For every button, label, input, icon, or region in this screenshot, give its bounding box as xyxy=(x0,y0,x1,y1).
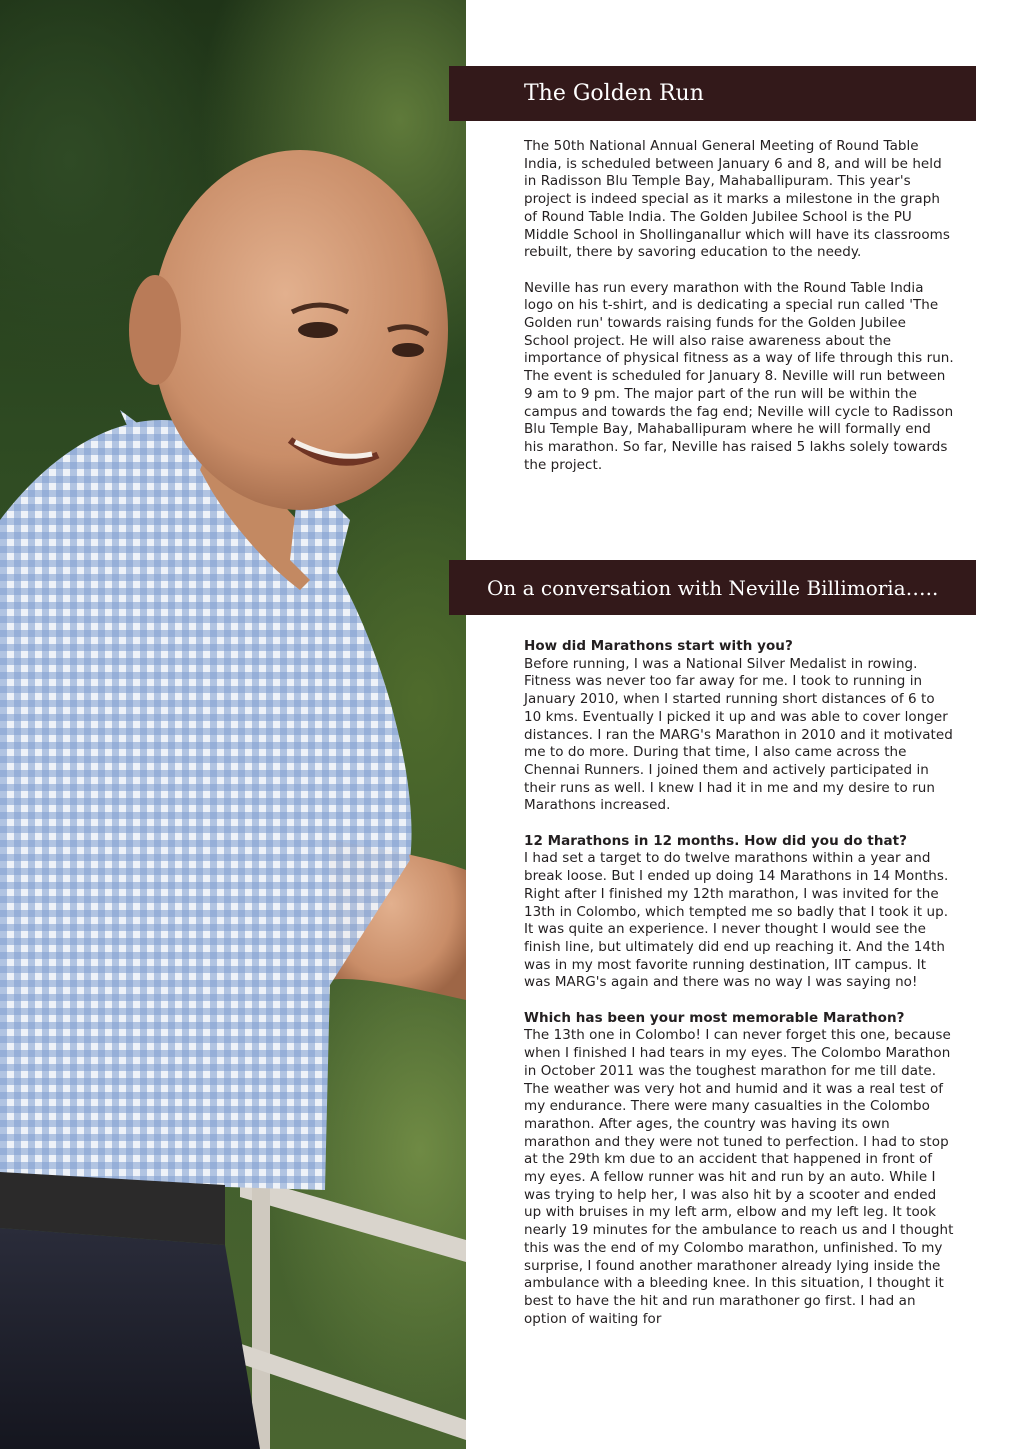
paragraph: The 50th National Annual General Meeting of Round Table India, is scheduled between January 6 and 8, and will be held in Radisson Blu Temple Bay, Mahaballipuram. This year's project is indeed special as it marks a milestone in the graph of Round Table India. The Golden Jubilee School is the PU Middle School in Shollinganallur which will have its classrooms rebuilt, there by savoring education to the needy. xyxy=(524,138,950,261)
question: Which has been your most memorable Marathon? xyxy=(524,1009,905,1026)
qa-item xyxy=(524,1010,954,1329)
qa-item xyxy=(524,638,954,815)
answer: Before running, I was a National Silver Medalist in rowing. Fitness was never too far away for me. I took to running in January 2010, when I started running short distances of 6 to 10 kms. Eventually I picked it up and was able to cover longer distances. I ran the MARG's Marathon in 2010 and it motivated me to do more. During that time, I also came across the Chennai Runners. I joined them and actively participated in their runs as well. I knew I had it in me and my desire to run Marathons increased. xyxy=(524,655,953,814)
section-header-golden-run xyxy=(449,66,976,121)
answer: I had set a target to do twelve marathons within a year and break loose. But I ended up doing 14 Marathons in 14 Months. Right after I finished my 12th marathon, I was invited for the 13th in Colombo, which tempted me so badly that I took it up. It was quite an experience. I never thought I would see the finish line, but ultimately did end up reaching it. And the 14th was in my most favorite running destination, IIT campus. It was MARG's again and there was no way I was saying no! xyxy=(524,850,949,991)
section-title: On a conversation with Neville Billimoria….. xyxy=(487,575,939,600)
qa-item xyxy=(524,833,954,992)
paragraph: Neville has run every marathon with the Round Table India logo on his t-shirt, and is dedicating a special run called 'The Golden run' towards raising funds for the Golden Jubilee School project. He will also raise awareness about the importance of physical fitness as a way of life through this run. The event is scheduled for January 8. Neville will run between 9 am to 9 pm. The major part of the run will be within the campus and towards the fag end; Neville will cycle to Radisson Blu Temple Bay, Mahaballipuram where he will formally end his marathon. So far, Neville has raised 5 lakhs solely towards the project. xyxy=(524,279,954,473)
question: 12 Marathons in 12 months. How did you do that? xyxy=(524,832,908,849)
portrait-photo xyxy=(0,0,466,1449)
question: How did Marathons start with you? xyxy=(524,638,793,654)
section-header-conversation xyxy=(449,560,976,615)
section-title: The Golden Run xyxy=(524,81,704,106)
answer: The 13th one in Colombo! I can never forget this one, because when I finished I had tears in my eyes. The Colombo Marathon in October 2011 was the toughest marathon for me till date. The weather was very hot and humid and it was a real test of my endurance. There were many casualties in the Colombo marathon. After ages, the country was having its own marathon and they were not tuned to perfection. I had to stop at the 29th km due to an accident that happened in front of my eyes. A fellow runner was hit and run by an auto. While I was trying to help her, I was also hit by a scooter and ended up with bruises in my left arm, elbow and my left leg. It took nearly 19 minutes for the ambulance to reach us and I thought this was the end of my Colombo marathon, unfinished. To my surprise, I found another marathoner already lying inside the ambulance with a bleeding knee. In this situation, I thought it best to have the hit and run marathoner go first. I had an option of waiting for xyxy=(524,1027,954,1327)
golden-run-body xyxy=(524,138,954,492)
portrait-illustration xyxy=(0,0,466,1449)
interview-body xyxy=(524,638,954,1346)
